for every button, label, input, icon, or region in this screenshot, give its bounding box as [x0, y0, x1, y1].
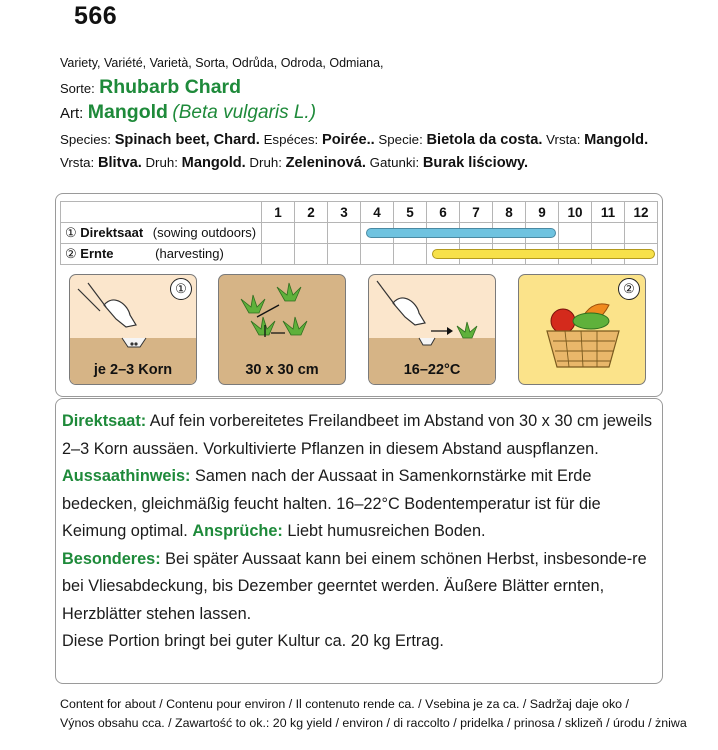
tile-caption: 30 x 30 cm [245, 362, 319, 378]
variety-name: Rhubarb Chard [99, 76, 242, 98]
species-value: Mangold. [181, 155, 246, 171]
species-name: Mangold [87, 101, 168, 123]
month-cell: 2 [295, 202, 328, 223]
species-value: Burak liściowy. [422, 155, 529, 171]
species-label: Species: [60, 132, 111, 147]
growing-instructions [55, 398, 663, 684]
month-cell: 8 [493, 202, 526, 223]
month-cell: 1 [262, 202, 295, 223]
art-label: Art: [60, 105, 84, 122]
month-cell: 4 [361, 202, 394, 223]
instruction-text: Liebt humusreichen Boden. [282, 522, 486, 540]
keyword-ansprueche: Ansprüche: [192, 522, 283, 540]
row-label [61, 244, 262, 265]
instruction-text: Auf fein vorbereitetes Freilandbeet im Abstand von 30 x 30 cm jeweils 2–3 Korn aussäen. Vorkultivierte Pflanzen in diesem Abstand auspflanzen. [62, 412, 653, 458]
variety-label-line: Variety, Variété, Varietà, Sorta, Odrůda, Odroda, Odmiana, [60, 56, 384, 70]
harvest-tile [518, 274, 646, 385]
species-label: Gatunki: [369, 155, 420, 170]
tile-caption: 16–22°C [403, 362, 461, 378]
species-line-2 [60, 155, 700, 171]
month-cell: 3 [328, 202, 361, 223]
latin-name: (Beta vulgaris L.) [172, 102, 317, 123]
instruction-text: Bei später Aussaat kann bei einem schönen Herbst, insbesonde-re bei Vliesabdeckung, bis Dezember geerntet werden. Äußere Blätter ernten, Herzblätter stehen lassen. [62, 549, 647, 623]
instruction-text: Samen nach der Aussaat in Samenkornstärke mit Erde bedecken, gleichmäßig feucht halten. 16–22°C Bodentemperatur ist für die Keimung optimal. [62, 467, 601, 540]
keyword-besonderes: Besonderes: [62, 549, 161, 568]
row-note: (sowing outdoors) [152, 225, 257, 240]
species-label: Vrsta: [546, 132, 581, 147]
yield-text: Diese Portion bringt bei guter Kultur ca. 20 kg Ertrag. [62, 632, 444, 650]
keyword-direktsaat: Direktsaat: [62, 412, 147, 430]
species-value: Spinach beet, Chard. [114, 132, 260, 148]
species-value: Poirée.. [321, 132, 375, 148]
species-label: Druh: [249, 155, 282, 170]
species-name-line [60, 101, 700, 124]
sowing-period-bar [366, 228, 556, 238]
species-label: Espéces: [263, 132, 319, 147]
row-label [61, 223, 262, 244]
packet-number: 566 [74, 2, 118, 30]
tile-caption: je 2–3 Korn [93, 362, 173, 378]
step-badge: ① [170, 278, 192, 300]
species-value: Zeleninová. [285, 155, 366, 171]
sowing-calendar-panel [55, 193, 663, 397]
footer-line-2: Výnos obsahu cca. / Zawartość to ok.: 20 kg yield / environ / di raccolto / pridelka / prinosa / sklizeň / úrodu / żniwa [60, 716, 687, 730]
germination-tile [368, 274, 496, 385]
keyword-aussaathinweis: Aussaathinweis: [62, 467, 191, 485]
month-cell: 9 [526, 202, 559, 223]
species-label: Vrsta: [60, 155, 95, 170]
species-label: Druh: [145, 155, 178, 170]
calendar-row-sowing [61, 223, 658, 244]
footer-line-1: Content for about / Contenu pour environ / Il contenuto rende ca. / Vsebina je za ca. / Sadržaj daje oko / [60, 697, 629, 711]
sowing-tile [69, 274, 197, 385]
row-number: ② [65, 246, 77, 261]
spacing-tile [218, 274, 346, 385]
month-cell: 12 [625, 202, 658, 223]
row-note: (harvesting) [155, 246, 224, 261]
month-cell: 6 [427, 202, 460, 223]
month-cell: 10 [559, 202, 592, 223]
species-label: Specie: [378, 132, 423, 147]
species-value: Blitva. [97, 155, 142, 171]
species-value: Bietola da costa. [426, 132, 543, 148]
row-name: Ernte [80, 246, 114, 261]
sorte-label: Sorte: [60, 81, 95, 96]
month-cell: 11 [592, 202, 625, 223]
month-cell: 5 [394, 202, 427, 223]
calendar-month-row [61, 202, 658, 223]
row-number: ① [65, 225, 77, 240]
harvest-period-bar [432, 249, 655, 259]
species-line-1 [60, 132, 700, 148]
species-value: Mangold. [584, 132, 649, 148]
row-name: Direktsaat [80, 225, 144, 240]
step-badge: ② [618, 278, 640, 300]
month-cell: 7 [460, 202, 493, 223]
calendar-corner [61, 202, 262, 223]
variety-line [60, 76, 700, 99]
